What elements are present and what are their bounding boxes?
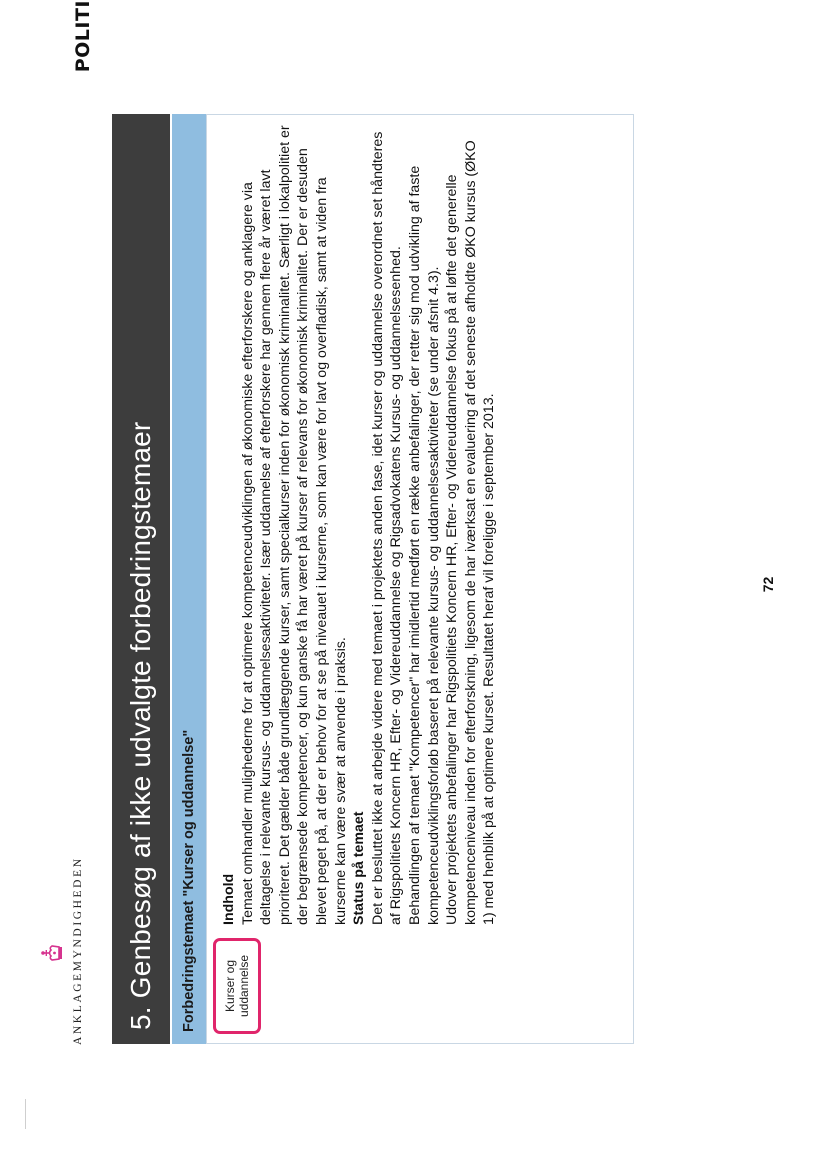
crown-icon bbox=[40, 943, 66, 963]
section-text-status: Det er besluttet ikke at arbejde videre med temaet i projektets anden fase, idet kurser og uddannelse overordnet set håndteres af Rigspolitiets Koncern HR, Efter- og Videreuddannelse og Rigsadvokatens Kursus- og uddannelsesenhed. bbox=[369, 131, 405, 925]
police-logo-text: POLITI bbox=[72, 0, 94, 73]
section-text-indhold: Temaet omhandler mulighederne for at optimere kompetenceudviklingen af økonomiske efterforskere og anklagere via deltagelse i relevante kursus- og uddannelsesaktiviteter. Især uddannelse af efterforskere har gennem flere år været lavt prioriteret. Det gælder både grundlæggende kurser, samt specialkurser inden for økonomisk kriminalitet. Særligt i lokalpolitiet er der begrænsede kompetencer, og kun ganske få har været på kurser af relevans for økonomisk kriminalitet. Der er desuden blevet peget på, at der er behov for at se på niveauet i kurserne, som kan være for lavt og overfladisk, samt at viden fra kurserne kan være svær at anvende i praksis. bbox=[239, 125, 349, 925]
topic-tab-line2: uddannelse bbox=[237, 954, 251, 1018]
paragraph-anbefalinger: Udover projektets anbefalinger har Rigspolitiets Koncern HR, Efter- og Videreuddannelse fokus på at løfte det generelle kompetenceniveau inden for efterforskning, ligesom de har iværksat en evaluering af det seneste afholdte ØKO kursus (ØKO 1) med henblik på at optimere kurset. Resultatet heraf vil foreligge i september 2013. bbox=[444, 140, 498, 925]
paragraph-kompetencer: Behandlingen af temaet "Kompetencer" har imidlertid medført en række anbefalinger, der retter sig mod udvikling af faste kompetenceudviklingsforløb baseret på relevante kursus- og uddannelsesaktiviteter (se under afsnit 4.3). bbox=[406, 165, 442, 925]
theme-bar: Forbedringstemaet "Kurser og uddannelse" bbox=[172, 114, 206, 1044]
page-number: 72 bbox=[760, 576, 776, 593]
content-body bbox=[220, 125, 499, 925]
agency-name: ANKLAGEMYNDIGHEDEN bbox=[72, 856, 84, 1045]
corner-rule bbox=[25, 1099, 26, 1129]
topic-tab-badge bbox=[213, 938, 261, 1034]
topic-tab-line1: Kurser og bbox=[223, 959, 237, 1013]
section-heading-indhold: Indhold bbox=[221, 873, 237, 925]
section-heading-status: Status på temaet bbox=[351, 811, 368, 925]
slide-title: 5. Genbesøg af ikke udvalgte forbedringstemaer bbox=[112, 114, 170, 1044]
